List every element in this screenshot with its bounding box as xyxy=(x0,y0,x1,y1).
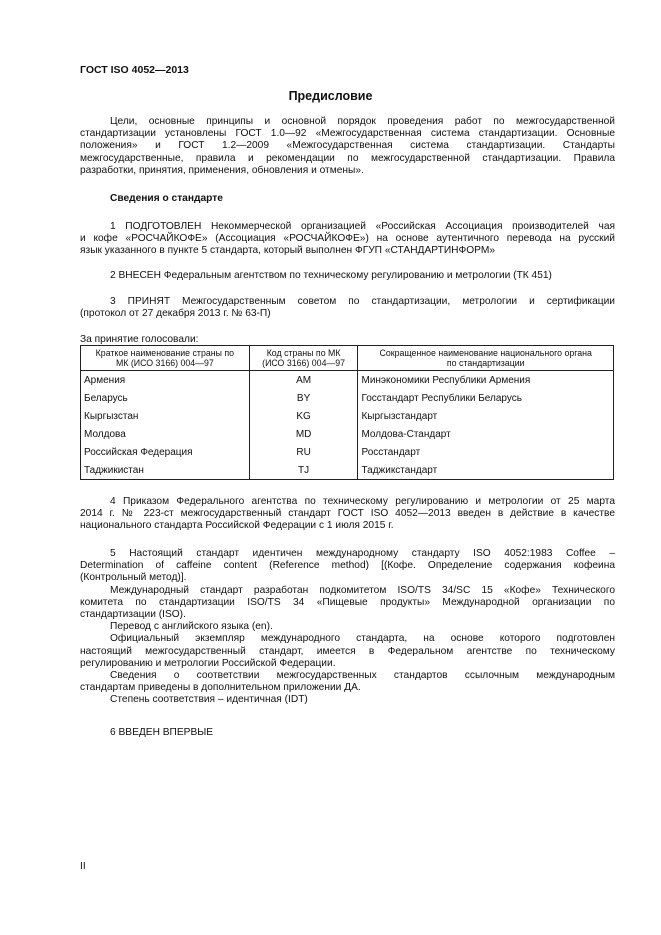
item-5-copy-line: регулированию и метрологии Российской Федерации. xyxy=(80,657,336,669)
table-row xyxy=(81,461,614,480)
item-5-dev-line: комитета по стандартизации ISO/TS 34 «Пищевые продукты» Международной организации по xyxy=(80,596,615,608)
item-5-line: (Контрольный метод)]. xyxy=(80,572,187,584)
item-5-refs-line: стандартам приведены в дополнительном приложении ДА. xyxy=(80,682,361,694)
header-text: МК (ИСО 3166) 004—97 xyxy=(115,358,214,368)
intro-paragraph xyxy=(80,116,615,177)
cell-body: Таджикстандарт xyxy=(358,461,614,480)
item-1-line: язык указанного в пункте 5 стандарта, который выполнен ФГУП «СТАНДАРТИНФОРМ» xyxy=(80,245,495,257)
page-number: II xyxy=(80,861,86,872)
table-row xyxy=(81,407,614,425)
cell-body: Молдова-Стандарт xyxy=(358,425,614,443)
item-5-copy-line: настоящий межгосударственный стандарт, имеется в Федеральном агентстве по техническому xyxy=(80,645,615,657)
intro-line: межгосударственные, правила и рекомендации по межгосударственной стандартизации. Правила xyxy=(80,152,615,164)
document-id-header: ГОСТ ISO 4052—2013 xyxy=(80,64,189,76)
intro-line: стандартизации установлены ГОСТ 1.0—92 «Межгосударственная система стандартизации. Основные xyxy=(80,128,615,140)
item-3-line: 3 ПРИНЯТ Межгосударственным советом по стандартизации, метрологии и сертификации xyxy=(110,296,615,307)
header-country xyxy=(81,346,250,371)
item-5-degree-line: Степень соответствия – идентичная (IDT) xyxy=(110,694,308,706)
cell-country: Молдова xyxy=(81,425,250,443)
cell-code: TJ xyxy=(249,461,358,480)
header-text: (ИСО 3166) 004—97 xyxy=(262,358,346,368)
cell-body: Росстандарт xyxy=(358,443,614,461)
cell-code: RU xyxy=(249,443,358,461)
item-6-paragraph xyxy=(80,727,615,739)
table-row xyxy=(81,443,614,461)
intro-line: разработки, принятия, применения, обновления и отмены». xyxy=(80,164,364,176)
item-4-line: национального стандарта Российской Федерации с 1 июля 2015 г. xyxy=(80,520,394,532)
item-6-line: 6 ВВЕДЕН ВПЕРВЫЕ xyxy=(110,727,214,738)
cell-country: Кыргызстан xyxy=(81,407,250,425)
item-2-paragraph xyxy=(80,270,615,282)
table-row xyxy=(81,389,614,407)
item-5-refs-line: Сведения о соответствии межгосударственных стандартов ссылочным международным xyxy=(110,670,615,682)
table-caption: За принятие голосовали: xyxy=(80,334,199,345)
item-5-paragraph xyxy=(80,548,615,707)
table-header-row xyxy=(81,346,614,371)
cell-body: Минэкономики Республики Армения xyxy=(358,371,614,390)
header-text: Сокращенное наименование национального органа xyxy=(379,347,592,358)
header-text: Краткое наименование страны по xyxy=(95,347,235,358)
intro-line: Цели, основные принципы и основной порядок проведения работ по межгосударственной xyxy=(110,116,615,127)
cell-code: AM xyxy=(249,371,358,390)
cell-code: BY xyxy=(249,389,358,407)
cell-country: Таджикистан xyxy=(81,461,250,480)
cell-body: Кыргызстандарт xyxy=(358,407,614,425)
item-5-line: Determination of caffeine content (Reference method) [(Кофе. Определение содержания кофеина xyxy=(80,560,615,572)
item-4-line: 4 Приказом Федерального агентства по техническому регулированию и метрологии от 25 марта xyxy=(110,496,615,507)
cell-code: MD xyxy=(249,425,358,443)
item-1-paragraph xyxy=(80,221,615,258)
item-5-lang-line: Перевод с английского языка (en). xyxy=(110,621,273,633)
cell-country: Российская Федерация xyxy=(81,443,250,461)
section-heading: Сведения о стандарте xyxy=(110,193,223,204)
header-body xyxy=(358,346,614,371)
item-4-line: 2014 г. № 223-ст межгосударственный стандарт ГОСТ ISO 4052—2013 введен в действие в качестве xyxy=(80,508,615,520)
table-row xyxy=(81,371,614,390)
header-code xyxy=(249,346,358,371)
item-1-line: и кофе «РОСЧАЙКОФЕ» (Ассоциация «РОСЧАЙКОФЕ») на основе аутентичного перевода на русский xyxy=(80,233,615,245)
header-text: по стандартизации xyxy=(446,358,525,368)
cell-body: Госстандарт Республики Беларусь xyxy=(358,389,614,407)
item-3-paragraph xyxy=(80,296,615,320)
voting-table xyxy=(80,345,614,480)
item-3-line: (протокол от 27 декабря 2013 г. № 63-П) xyxy=(80,308,271,320)
item-2-line: 2 ВНЕСЕН Федеральным агентством по техническому регулированию и метрологии (ТК 451) xyxy=(110,270,552,281)
cell-country: Беларусь xyxy=(81,389,250,407)
page-title: Предисловие xyxy=(288,89,373,103)
header-text: Код страны по МК xyxy=(266,347,341,358)
item-5-dev-line: стандартизации (ISO). xyxy=(80,609,186,621)
table-row xyxy=(81,425,614,443)
cell-country: Армения xyxy=(81,371,250,390)
item-5-line: 5 Настоящий стандарт идентичен международному стандарту ISO 4052:1983 Coffee – xyxy=(110,548,615,559)
intro-line: положения» и ГОСТ 1.2—2009 «Межгосударственная система стандартизации. Стандарты xyxy=(80,140,615,152)
item-5-copy-line: Официальный экземпляр международного стандарта, на основе которого подготовлен xyxy=(110,633,615,645)
item-1-line: 1 ПОДГОТОВЛЕН Некоммерческой организацией «Российская Ассоциация производителей чая xyxy=(110,221,615,232)
item-5-dev-line: Международный стандарт разработан подкомитетом ISO/TS 34/SC 15 «Кофе» Технического xyxy=(110,584,615,596)
cell-code: KG xyxy=(249,407,358,425)
item-4-paragraph xyxy=(80,496,615,533)
